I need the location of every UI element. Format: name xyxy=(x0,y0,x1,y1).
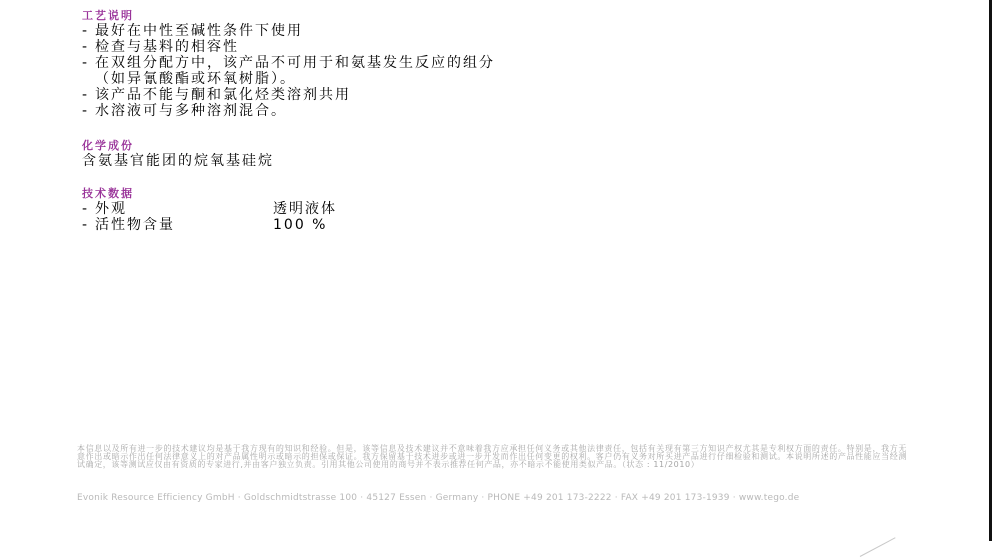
bullet-item xyxy=(82,103,495,119)
section-heading-technical: 技术数据 xyxy=(82,187,134,200)
bullet-dash: - xyxy=(82,201,88,217)
tech-data-row xyxy=(82,217,495,233)
bullet-dash: - xyxy=(82,23,88,39)
section-process-notes xyxy=(82,9,495,119)
bullet-text: 水溶液可与多种溶剂混合。 xyxy=(95,103,287,119)
section-heading-process: 工艺说明 xyxy=(82,9,134,22)
bullet-text: 该产品不能与酮和氯化烃类溶剂共用 xyxy=(95,87,351,103)
bullet-item xyxy=(82,87,495,103)
bullet-item xyxy=(82,23,495,39)
section-composition xyxy=(82,139,495,169)
bullet-dash: - xyxy=(82,39,88,55)
bullet-text: 检查与基料的相容性 xyxy=(95,39,239,55)
legal-disclaimer: 本信息以及所有进一步的技术建议均是基于我方现有的知识和经验。但是，该等信息及技术建议并不意味着我方应承担任何义务或其他法律责任，包括有关现有第三方知识产权尤其是专利权方面的责任。特别是，我方无意作出或暗示作出任何法律意义上的对产品属性明示或暗示的担保或保证。我方保留基于技术进步或进一步开发而作出任何变更的权利。客户仍有义务对所买进产品进行仔细检验和测试。本说明所述的产品性能应当经测试确定，该等测试应仅由有资质的专家进行,并由客户独立负责。引用其他公司使用的商号并不表示推荐任何产品，亦不暗示不能使用类似产品。（状态 : 11/2010） xyxy=(77,444,907,470)
tech-data-value: 透明液体 xyxy=(273,201,337,217)
bullet-text: 最好在中性至碱性条件下使用 xyxy=(95,23,303,39)
bullet-text: 在双组分配方中，该产品不可用于和氨基发生反应的组分 xyxy=(95,55,495,71)
tech-data-row xyxy=(82,201,495,217)
section-heading-composition: 化学成份 xyxy=(82,139,134,152)
bullet-item xyxy=(82,39,495,55)
tech-data-label: 外观 xyxy=(95,201,127,217)
section-technical-data xyxy=(82,187,495,233)
tech-data-value: 100 % xyxy=(273,217,328,233)
composition-text: 含氨基官能团的烷氧基硅烷 xyxy=(82,153,274,169)
bullet-dash: - xyxy=(82,103,88,119)
tech-data-label: 活性物含量 xyxy=(95,217,175,233)
bullet-item-continuation xyxy=(82,71,495,87)
company-contact-line: Evonik Resource Efficiency GmbH · Goldschmidtstrasse 100 · 45127 Essen · Germany · PHONE +49 201 173-2222 · FAX +49 201 173-1939 · www.tego.de xyxy=(77,493,800,503)
bullet-dash xyxy=(82,71,95,87)
bullet-dash: - xyxy=(82,55,88,71)
bullet-item xyxy=(82,55,495,71)
content-area xyxy=(82,9,495,233)
bullet-text: （如异氰酸酯或环氧树脂）。 xyxy=(95,71,296,87)
bullet-dash: - xyxy=(82,87,88,103)
corner-curve-artifact xyxy=(860,537,896,557)
bullet-dash: - xyxy=(82,217,88,233)
